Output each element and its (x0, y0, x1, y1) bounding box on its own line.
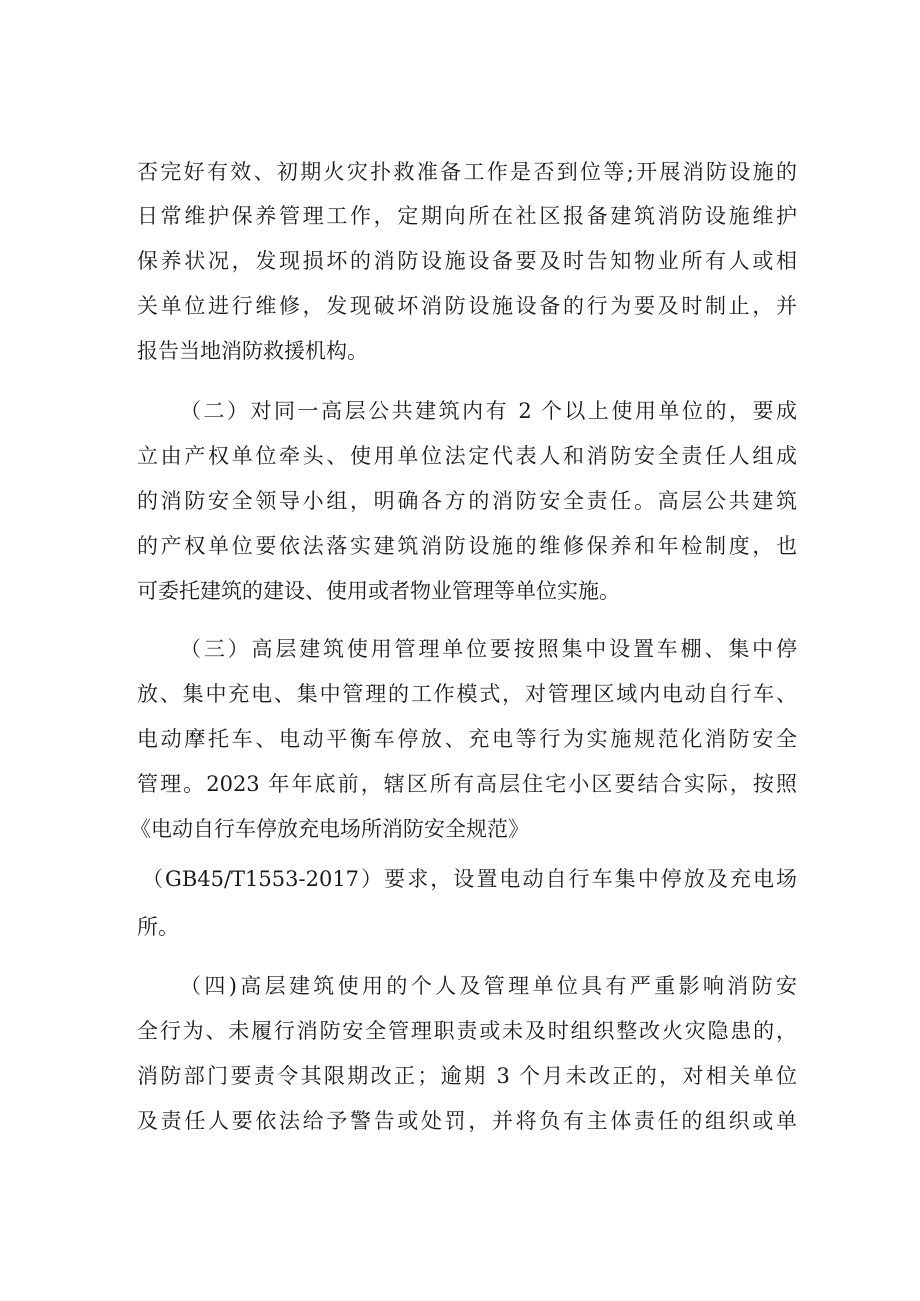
paragraph-line: 《电动自行车停放充电场所消防安全规范》 (130, 817, 529, 841)
paragraph-line: 保养状况，发现损坏的消防设施设备要及时告知物业所有人或相 (137, 249, 797, 273)
paragraph-line: 日常维护保养管理工作，定期向所在社区报备建筑消防设施维护 (137, 204, 797, 228)
paragraph-line: （三）高层建筑使用管理单位要按照集中设置车棚、集中停 (180, 637, 797, 661)
paragraph-line: 全行为、未履行消防安全管理职责或未及时组织整改火灾隐患的， (137, 1019, 797, 1043)
paragraph-line: 的产权单位要依法落实建筑消防设施的维修保养和年检制度，也 (137, 534, 797, 558)
paragraph-line: 可委托建筑的建设、使用或者物业管理等单位实施。 (137, 579, 620, 603)
paragraph-line: 报告当地消防救援机构。 (137, 339, 368, 363)
paragraph-line: 否完好有效、初期火灾扑救准备工作是否到位等;开展消防设施的 (137, 160, 797, 184)
paragraph-line: 关单位进行维修，发现破坏消防设施设备的行为要及时制止，并 (137, 294, 797, 318)
paragraph-line: 放、集中充电、集中管理的工作模式，对管理区域内电动自行车、 (137, 682, 797, 706)
paragraph-line: （GB45/T1553-2017）要求，设置电动自行车集中停放及充电场 (142, 867, 797, 891)
paragraph-line: （二）对同一高层公共建筑内有 2 个以上使用单位的，要成 (180, 399, 797, 423)
paragraph-line: 消防部门要责令其限期改正；逾期 3 个月未改正的，对相关单位 (137, 1064, 797, 1088)
paragraph-line: 管理。2023 年年底前，辖区所有高层住宅小区要结合实际，按照 (137, 772, 797, 796)
paragraph-line: 立由产权单位牵头、使用单位法定代表人和消防安全责任人组成 (137, 444, 797, 468)
paragraph-line: 电动摩托车、电动平衡车停放、充电等行为实施规范化消防安全 (137, 727, 797, 751)
paragraph-line: 的消防安全领导小组，明确各方的消防安全责任。高层公共建筑 (137, 489, 797, 513)
paragraph-line: 及责任人要依法给予警告或处罚，并将负有主体责任的组织或单 (137, 1109, 797, 1133)
paragraph-line: 所。 (137, 915, 179, 939)
paragraph-line: （四)高层建筑使用的个人及管理单位具有严重影响消防安 (180, 974, 797, 998)
